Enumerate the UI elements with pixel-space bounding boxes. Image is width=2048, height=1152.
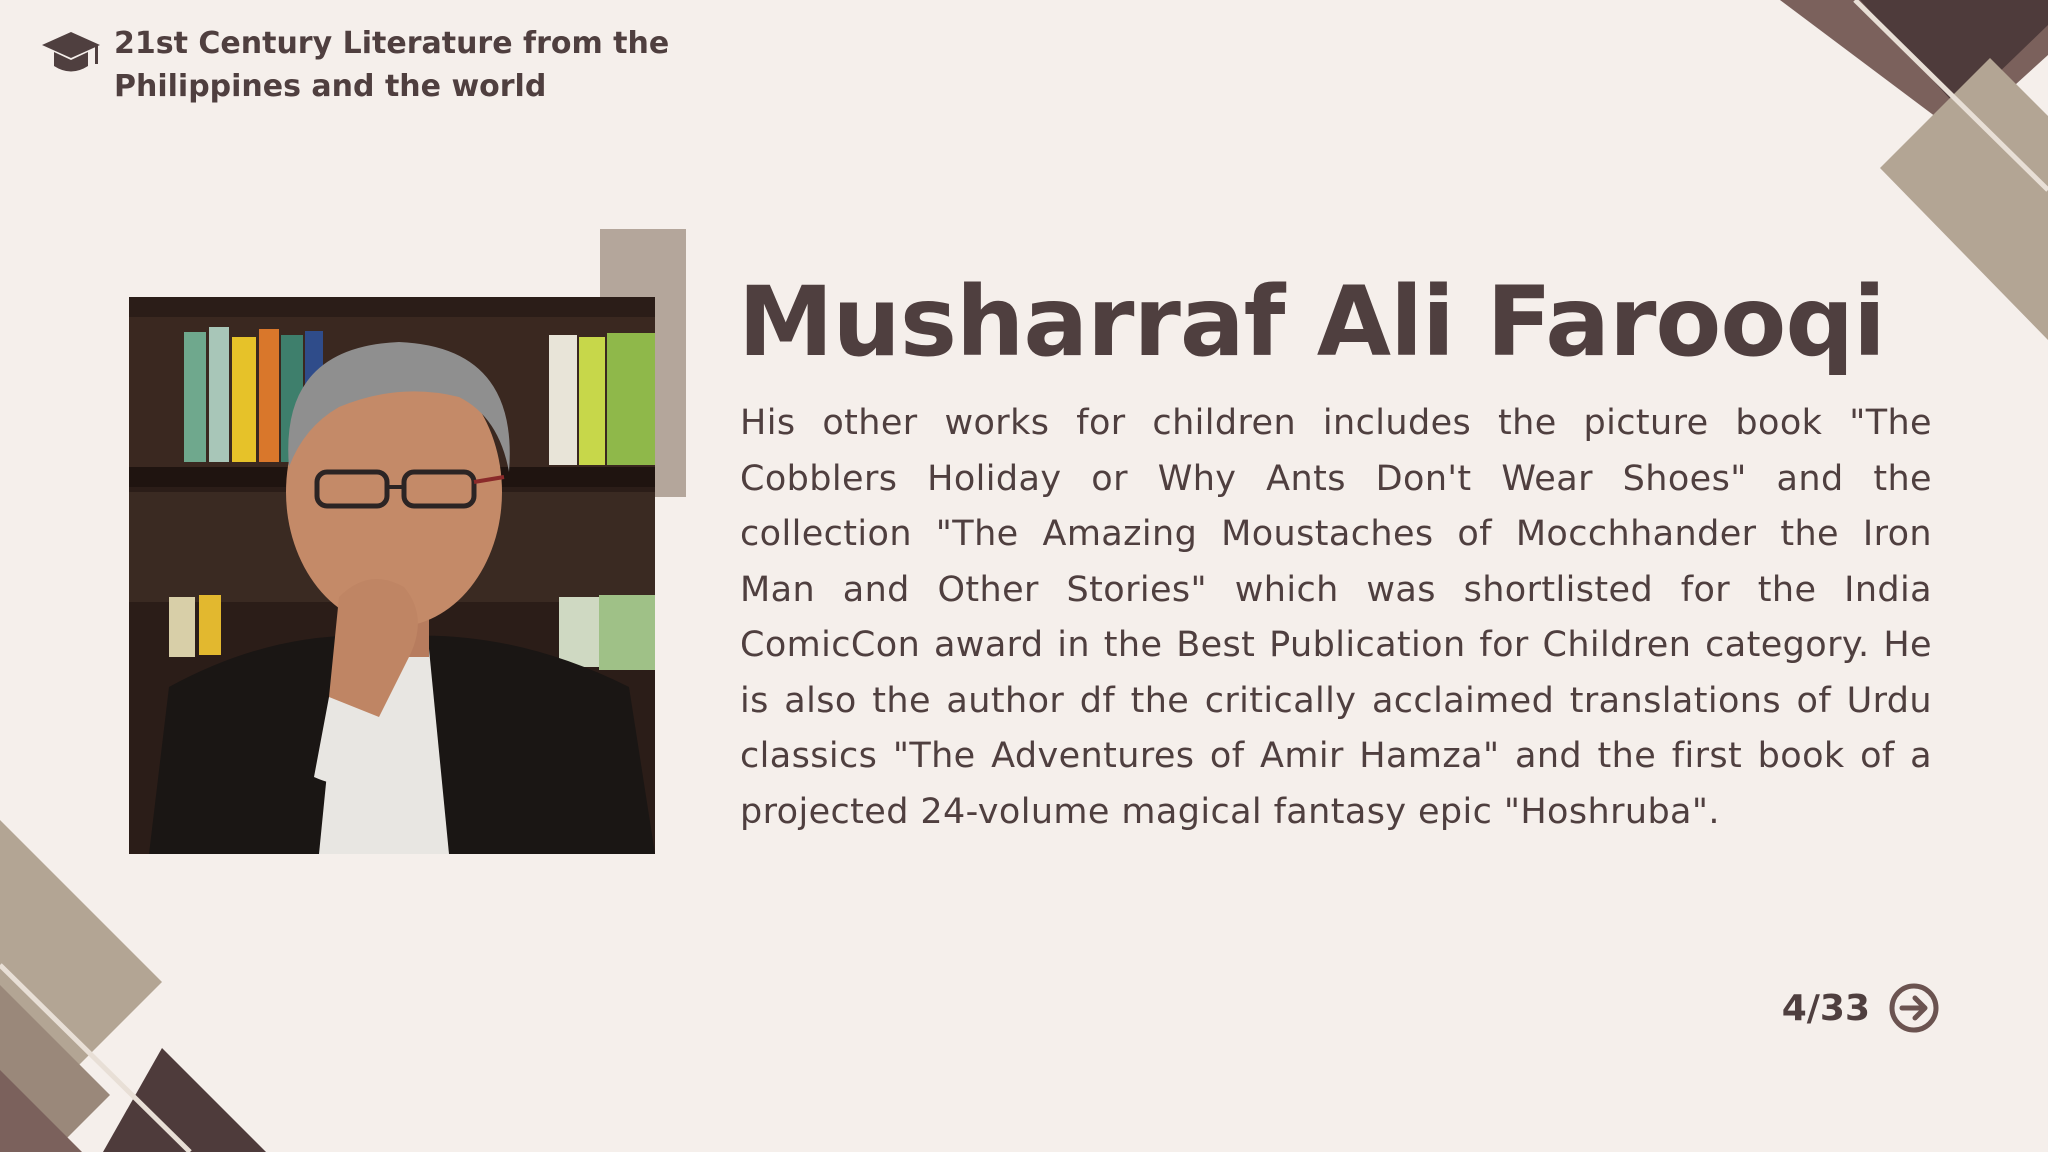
bottom-left-dark-shape [103, 1048, 266, 1152]
arrow-right-circle-icon[interactable] [1888, 982, 1940, 1034]
slide-body-text: His other works for children includes the picture book "The Cobblers Holiday or Why Ants Don't Wear Shoes" and the collection "The Amazing Moustaches of Mocchhander the Iron Man and Other Stories" which was shortlisted for the India ComicCon award in the Best Publication for Children category. He is also the author df the critically acclaimed translations of Urdu classics "The Adventures of Amir Hamza" and the first book of a projected 24-volume magical fantasy epic "Hoshruba". [740, 403, 1932, 832]
page-number: 4/33 [1781, 987, 1870, 1029]
author-photo [129, 297, 655, 854]
pager [1770, 982, 1940, 1034]
graduation-cap-icon [40, 28, 102, 82]
deck-header [40, 22, 674, 108]
slide-title: Musharraf Ali Farooqi [738, 266, 1885, 378]
deck-title: 21st Century Literature from the Philippines and the world [114, 26, 670, 104]
